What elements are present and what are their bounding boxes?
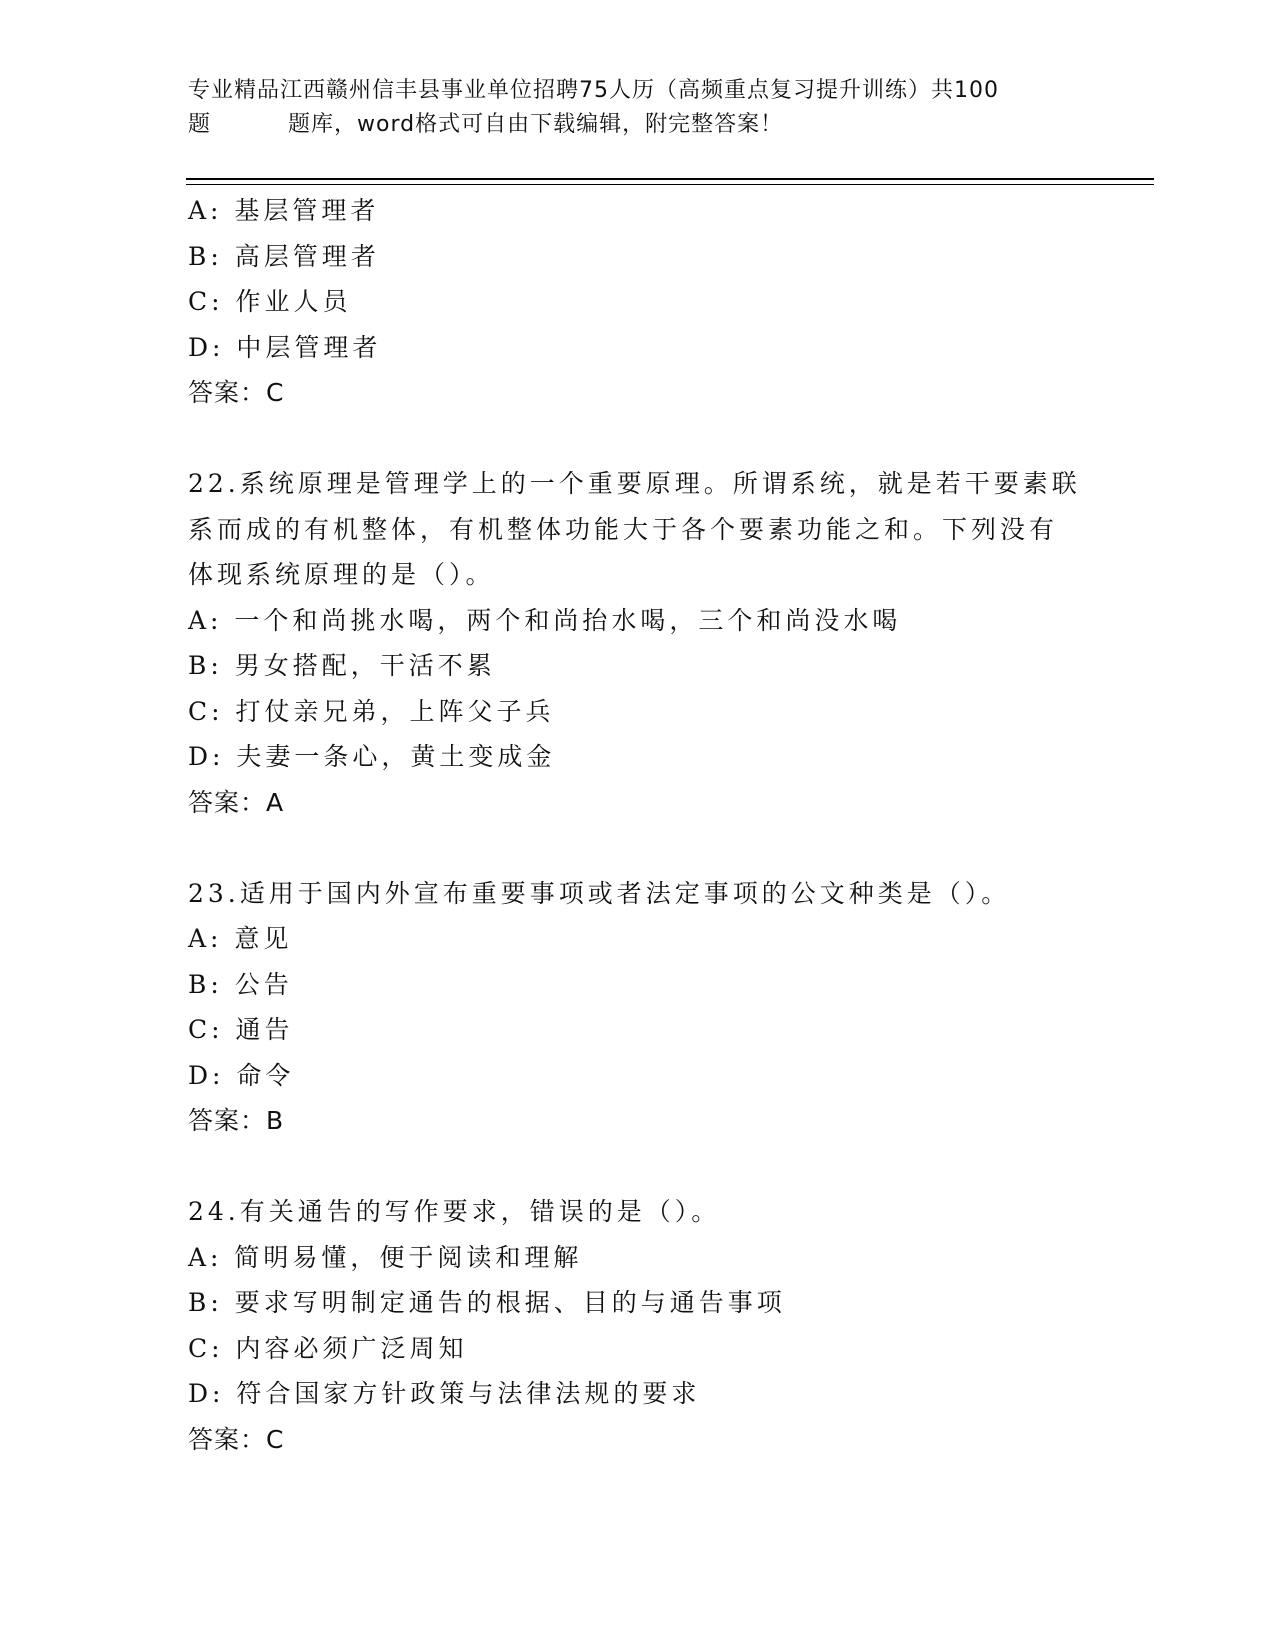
page-header — [188, 74, 1088, 142]
spacer — [188, 416, 1148, 462]
question-text-line: 体现系统原理的是（）。 — [188, 560, 495, 589]
answer: 答案：A — [188, 787, 285, 817]
spacer — [188, 825, 1148, 871]
question-text-line: 系而成的有机整体，有机整体功能大于各个要素功能之和。下列没有 — [188, 514, 1059, 544]
header-title-lead: 题 — [188, 112, 212, 137]
question-text-line: 24.有关通告的写作要求，错误的是（）。 — [188, 1197, 721, 1226]
option-c: C: 打仗亲兄弟，上阵父子兵 — [188, 696, 555, 726]
question-text-line: 22.系统原理是管理学上的一个重要原理。所谓系统，就是若干要素联 — [188, 469, 1081, 498]
header-title-rest: 题库，word格式可自由下载编辑，附完整答案！ — [288, 112, 784, 137]
answer: 答案：C — [188, 1424, 285, 1454]
option-c: C: 内容必须广泛周知 — [188, 1333, 468, 1363]
header-title-line-2 — [188, 108, 1088, 142]
header-rule-thin — [186, 184, 1154, 185]
header-title-line-1: 专业精品江西赣州信丰县事业单位招聘75人历（高频重点复习提升训练）共100 — [188, 78, 999, 103]
option-c: C: 作业人员 — [188, 287, 352, 316]
answer: 答案：C — [188, 378, 285, 407]
question-24 — [188, 1189, 1148, 1462]
question-list — [188, 188, 1148, 1462]
option-a: A: 意见 — [188, 924, 293, 953]
option-b: B: 要求写明制定通告的根据、目的与通告事项 — [188, 1288, 786, 1317]
option-d: D: 夫妻一条心，黄土变成金 — [188, 742, 556, 771]
header-rule-thick — [186, 178, 1154, 180]
question-22 — [188, 461, 1148, 825]
option-d: D: 命令 — [188, 1060, 295, 1090]
question-text-line: 23.适用于国内外宣布重要事项或者法定事项的公文种类是（）。 — [188, 878, 1011, 908]
spacer — [188, 1144, 1148, 1190]
option-a: A: 简明易懂，便于阅读和理解 — [188, 1242, 583, 1272]
option-b: B: 男女搭配，干活不累 — [188, 651, 496, 680]
question-23 — [188, 871, 1148, 1144]
option-d: D: 中层管理者 — [188, 332, 382, 362]
option-b: B: 高层管理者 — [188, 241, 380, 271]
option-a: A: 基层管理者 — [188, 196, 380, 225]
answer: 答案：B — [188, 1106, 285, 1135]
option-a: A: 一个和尚挑水喝，两个和尚抬水喝，三个和尚没水喝 — [188, 605, 902, 635]
question-21 — [188, 188, 1148, 416]
option-b: B: 公告 — [188, 969, 293, 999]
option-c: C: 通告 — [188, 1015, 294, 1044]
option-d: D: 符合国家方针政策与法律法规的要求 — [188, 1379, 701, 1408]
